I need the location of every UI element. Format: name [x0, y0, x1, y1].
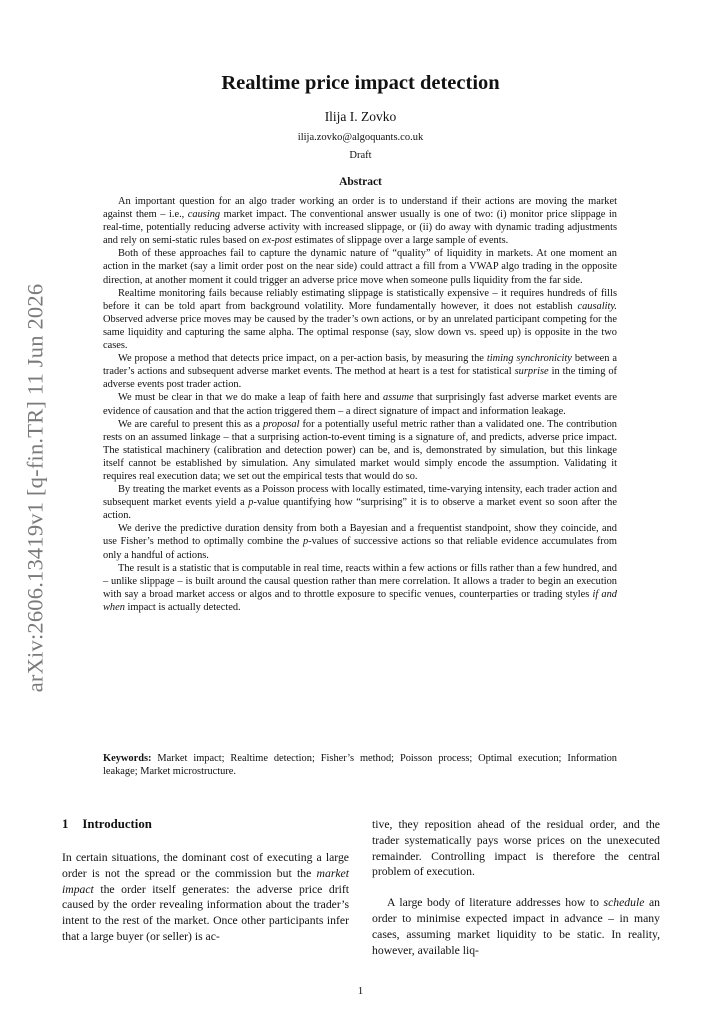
abstract-paragraph: Both of these approaches fail to capture the dynamic nature of “quality” of liquidity in markets. At one moment an action in the market (say a limit order post on the near side) could attract a fill from a VWAP algo trading in the opposite direction, at another moment it could trigger an adverse price move when someone pulls liquidity from the far side. — [103, 248, 617, 286]
author-name: Ilija I. Zovko — [324, 109, 397, 124]
page-number: 1 — [357, 985, 364, 997]
author-email: ilija.zovko@algoquants.co.uk — [297, 132, 424, 143]
intro-left-column — [62, 850, 349, 945]
keywords-text: Market impact; Realtime detection; Fisher’s method; Poisson process; Optimal execution; Information leakage; Market microstructure. — [103, 753, 617, 778]
paper-title: Realtime price impact detection — [221, 72, 500, 94]
arxiv-stamp — [18, 283, 52, 693]
intro-paragraph: In certain situations, the dominant cost of executing a large order is not the spread or the commission but the market impact the order itself generates: the adverse price drift caused by the order revealing information about the trader’s intent to the rest of the market. Once other participants infer that a large buyer (or seller) is ac- — [62, 851, 349, 943]
abstract-paragraph: An important question for an algo trader working an order is to understand if their actions are moving the market against them – i.e., causing market impact. The conventional answer usually is one of two: (i) monitor price slippage in real-time, potentially reducing adverse activity with increased slippage, or (ii) do away with dynamic trading adjustments and rely on semi-static rules based on ex-post estimates of slippage over a large sample of events. — [103, 196, 617, 247]
section-number: 1 — [62, 817, 69, 831]
draft-label: Draft — [349, 150, 372, 161]
abstract-paragraph: We are careful to present this as a proposal for a potentially useful metric rather than a validated one. The contribution rests on an assumed linkage – that a surprising action-to-event timing is a signature of, and predicts, adverse price impact. The statistical machinery (calibration and detection power) can be, and is, demonstrated by simulation, but this linkage itself cannot be established by simulation. Any simulated market would simply encode the assumption. Validating it requires real execution data; we set out the empirical tests that would do so. — [103, 418, 617, 482]
abstract-paragraph: By treating the market events as a Poisson process with locally estimated, time-varying intensity, each trader action and subsequent market events yield a p-value quantifying how “surprising” it is to observe a market event so soon after the action. — [103, 484, 617, 522]
abstract-paragraph: The result is a statistic that is computable in real time, reacts within a few actions or fills rather than a few hundred, and – unlike slippage – is built around the causal question rather than mere correlation. It allows a trader to begin an execution with say a broad market access or algos and to throttle exposure to specific venues, counterparties or trading styles if and when impact is actually detected. — [103, 562, 617, 613]
section-heading — [62, 817, 152, 832]
keywords — [103, 752, 617, 778]
arxiv-stamp-text: arXiv:2606.13419v1 [q-fin.TR] 11 Jun 2026 — [22, 283, 48, 693]
abstract-paragraph: We must be clear in that we do make a leap of faith here and assume that surprisingly fast adverse market events are evidence of causation and that the action triggered them – a direct signature of impact and information leakage. — [103, 392, 618, 417]
abstract-paragraph: We derive the predictive duration density from both a Bayesian and a frequentist standpoint, show they coincide, and use Fisher’s method to optimally combine the p-values of successive actions so that reliable evidence accumulates from only a handful of actions. — [103, 523, 617, 561]
abstract-paragraph: We propose a method that detects price impact, on a per-action basis, by measuring the timing synchronicity between a trader’s actions and subsequent adverse market events. The method at heart is a test for statistical surprise in the timing of adverse events post trader action. — [103, 353, 617, 391]
abstract-heading: Abstract — [339, 176, 382, 188]
abstract-paragraph: Realtime monitoring fails because reliably estimating slippage is statistically expensive – it requires hundreds of fills before it can be told apart from background volatility. More fundamentally however, it does not establish causality. Observed adverse price moves may be caused by the trader’s own actions, or by an unrelated participant competing for the same liquidity and capturing the same alpha. The optimal response (say, slow down vs. speed up) is opposite in the two cases. — [103, 287, 617, 352]
intro-paragraph: A large body of literature addresses how to schedule an order to minimise expected impact in advance – in many cases, assuming market liquidity to be static. In reality, however, available liq- — [372, 896, 660, 957]
abstract-body — [103, 195, 617, 614]
intro-right-column — [372, 817, 660, 958]
keywords-label: Keywords: — [103, 753, 152, 764]
intro-paragraph: tive, they reposition ahead of the residual order, and the trader systematically pays worse prices on the unexecuted remainder. Controlling impact is therefore the central problem of execution. — [372, 818, 660, 879]
section-title: Introduction — [82, 817, 152, 831]
